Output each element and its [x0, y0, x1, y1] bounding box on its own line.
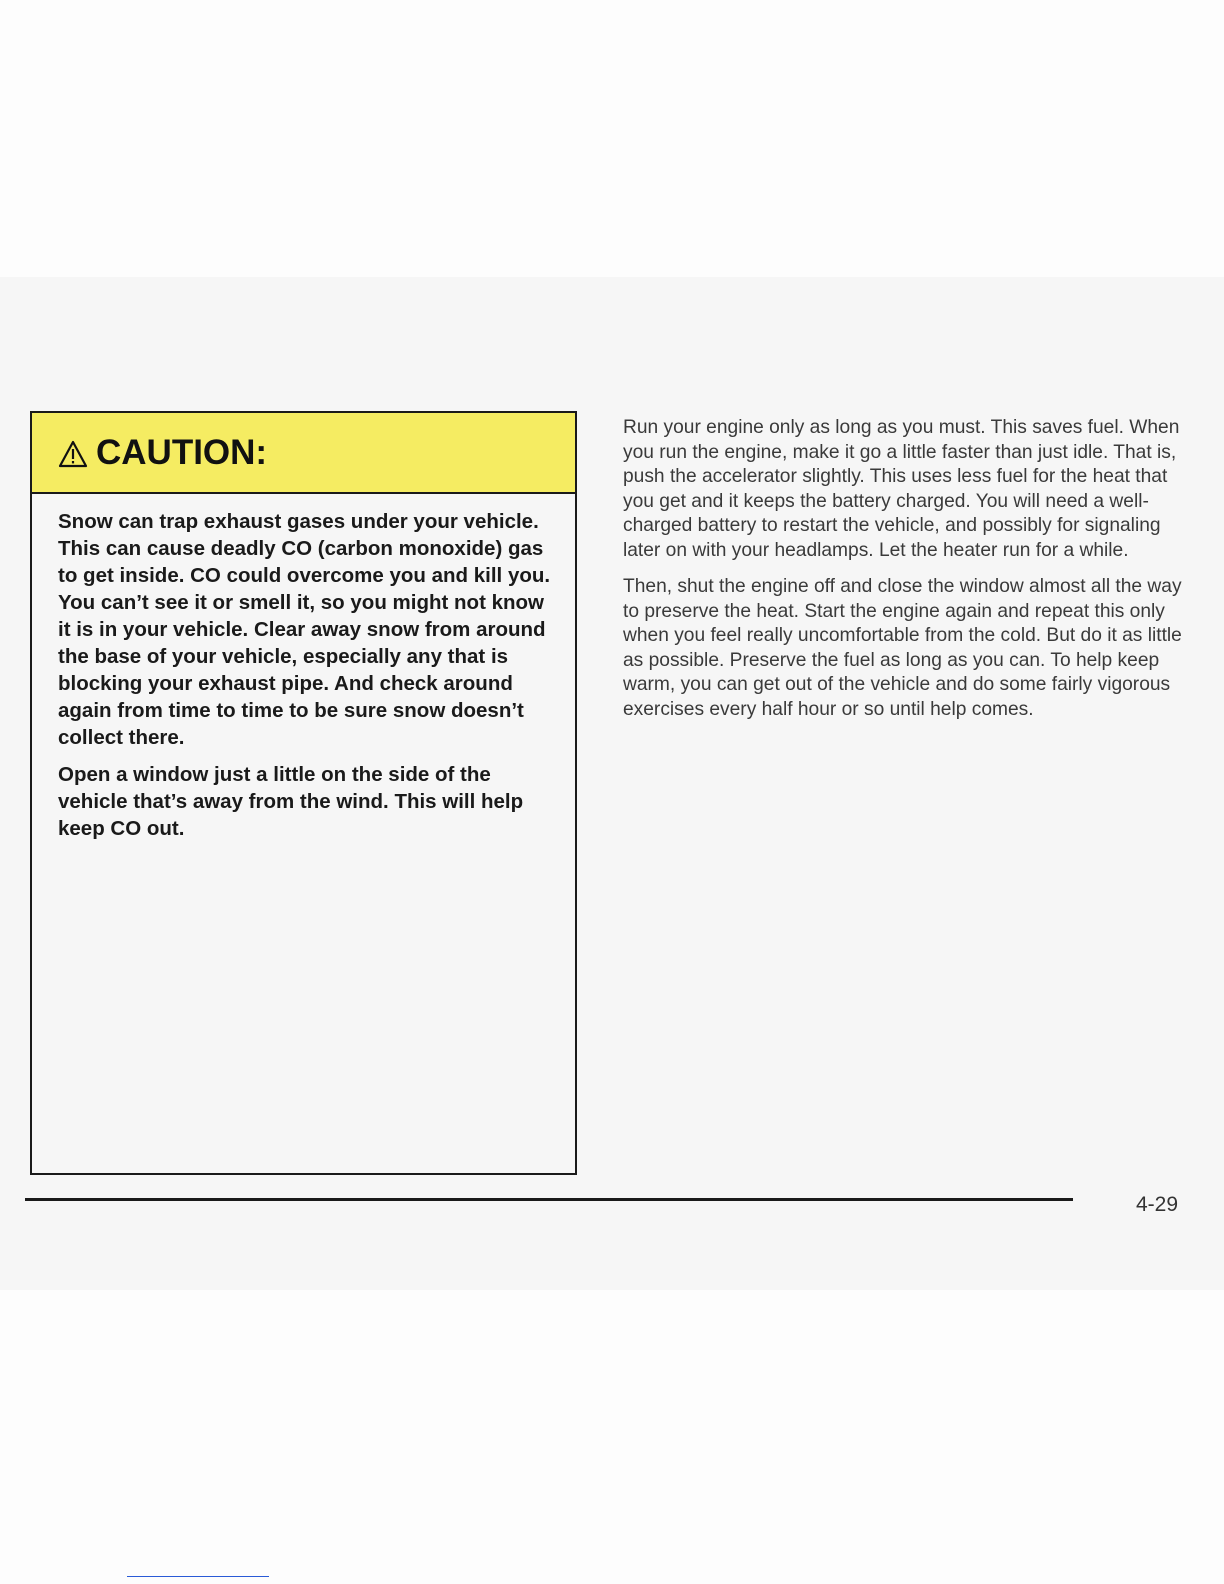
- caution-box: [30, 411, 577, 1175]
- caution-paragraph: Open a window just a little on the side of the vehicle that’s away from the wind. This will help keep CO out.: [58, 763, 524, 840]
- caution-paragraph: Snow can trap exhaust gases under your vehicle. This can cause deadly CO (carbon monoxide) gas to get inside. CO could overcome you and kill you. You can’t see it or smell it, so you might not know it is in your vehicle. Clear away snow from around the base of your vehicle, especially any that is blocking your exhaust pipe. And check around again from time to time to be sure snow doesn’t collect there.: [58, 510, 551, 749]
- caution-header: [32, 413, 575, 494]
- warning-triangle-icon: [58, 440, 88, 468]
- page-content: [0, 277, 1224, 1290]
- caution-body: [32, 494, 575, 842]
- caution-title: CAUTION:: [96, 432, 268, 472]
- bottom-divider: [127, 1576, 269, 1577]
- body-paragraph: Then, shut the engine off and close the window almost all the way to preserve the heat. Start the engine again and repeat this only when you feel really uncomfortable from the cold. But do it as little as possible. Preserve the fuel as long as you can. To help keep warm, you can get out of the vehicle and do some fairly vigorous exercises every half hour or so until help comes.: [623, 576, 1182, 720]
- body-column: [623, 416, 1183, 734]
- page-number: 4-29: [1135, 1193, 1178, 1216]
- body-paragraph: Run your engine only as long as you must. This saves fuel. When you run the engine, make it go a little faster than just idle. That is, push the accelerator slightly. This uses less fuel for the heat that you get and it keeps the battery charged. You will need a well-charged battery to restart the vehicle, and possibly for signaling later on with your headlamps. Let the heater run for a while.: [623, 417, 1180, 561]
- footer-divider: [25, 1198, 1073, 1201]
